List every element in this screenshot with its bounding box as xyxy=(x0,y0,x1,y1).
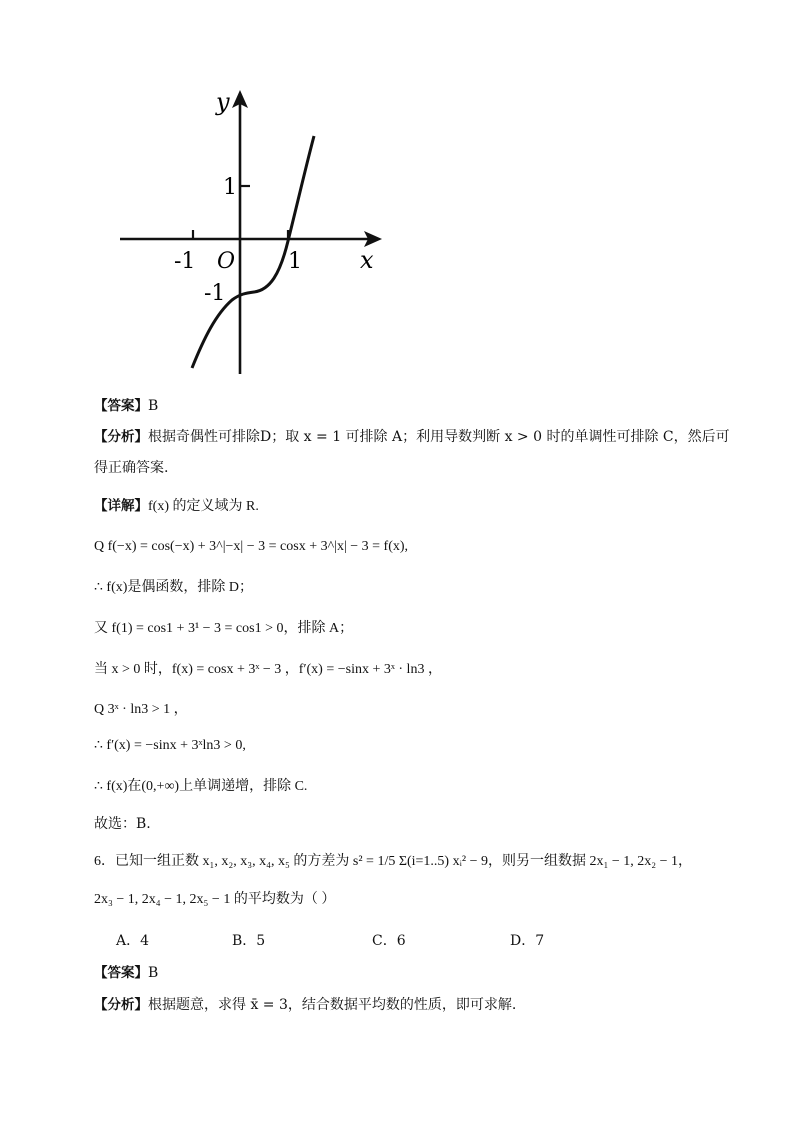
detail-tag: 【详解】 xyxy=(94,498,148,514)
analysis-tag: 【分析】 xyxy=(94,429,148,445)
q6-analysis-line-1 xyxy=(94,995,516,1015)
q5-detail-line-1 xyxy=(94,496,259,517)
answer-value: B xyxy=(148,398,159,414)
answer-tag: 【答案】 xyxy=(94,398,148,414)
q6-option-a: A．4 xyxy=(116,933,150,949)
q5-detail-line-4: 又 f(1) = cos1 + 3¹ − 3 = cos1 > 0，排除 A； xyxy=(94,621,354,636)
q6-analysis-text-1: 根据题意，求得 x̄ = 3，结合数据平均数的性质，即可求解. xyxy=(148,997,517,1013)
q6-answer-tag: 【答案】 xyxy=(94,965,148,981)
y-tick-label-1: 1 xyxy=(223,175,237,200)
q6-analysis-tag: 【分析】 xyxy=(94,997,148,1013)
function-graph xyxy=(112,86,392,386)
q5-analysis-line-2: 得正确答案. xyxy=(94,460,169,476)
q5-conclusion: 故选：B. xyxy=(94,816,151,832)
q5-detail-line-6: Q 3ˣ · ln3 > 1 ， xyxy=(94,702,188,717)
q6-option-b: B．5 xyxy=(232,933,266,949)
y-axis-label: y xyxy=(216,88,230,116)
q5-answer-line xyxy=(94,396,158,416)
q6-option-d: D．7 xyxy=(510,933,545,949)
q5-analysis-line-1 xyxy=(94,427,730,447)
analysis-text-1: 根据奇偶性可排除D；取 x = 1 可排除 A；利用导数判断 x > 0 时的单调性可排除 C，然后可 xyxy=(148,429,730,445)
q6-answer-value: B xyxy=(148,965,159,981)
q5-detail-line-5: 当 x > 0 时，f(x) = cosx + 3ˣ − 3 ，f′(x) = −sinx + 3ˣ · ln3 ， xyxy=(94,662,442,677)
detail-text-1: f(x) 的定义域为 R. xyxy=(148,499,259,514)
q6-answer-line xyxy=(94,963,158,983)
x-tick-label-1: 1 xyxy=(288,249,302,274)
q6-stem-line-1: 6．已知一组正数 x₁, x₂, x₃, x₄, x₅ 的方差为 s² = 1/5 Σ(i=1..5) xᵢ² − 9，则另一组数据 2x₁ − 1, 2x₂ − 1， xyxy=(94,854,693,869)
q5-detail-line-2: Q f(−x) = cos(−x) + 3^|−x| − 3 = cosx + 3^|x| − 3 = f(x), xyxy=(94,539,409,554)
q5-detail-line-8: ∴ f(x)在(0,+∞)上单调递增，排除 C. xyxy=(94,779,308,794)
origin-label: O xyxy=(217,249,236,274)
y-tick-label-neg1: -1 xyxy=(204,281,226,306)
q6-stem-line-2: 2x₃ − 1, 2x₄ − 1, 2x₅ − 1 的平均数为（ ） xyxy=(94,892,336,907)
q6-option-c: C．6 xyxy=(372,933,406,949)
q5-detail-line-3: ∴ f(x)是偶函数，排除 D； xyxy=(94,580,254,595)
x-axis-label: x xyxy=(360,246,374,274)
q5-detail-line-7: ∴ f′(x) = −sinx + 3ˣln3 > 0, xyxy=(94,738,246,753)
x-tick-label-neg1: -1 xyxy=(174,249,196,274)
